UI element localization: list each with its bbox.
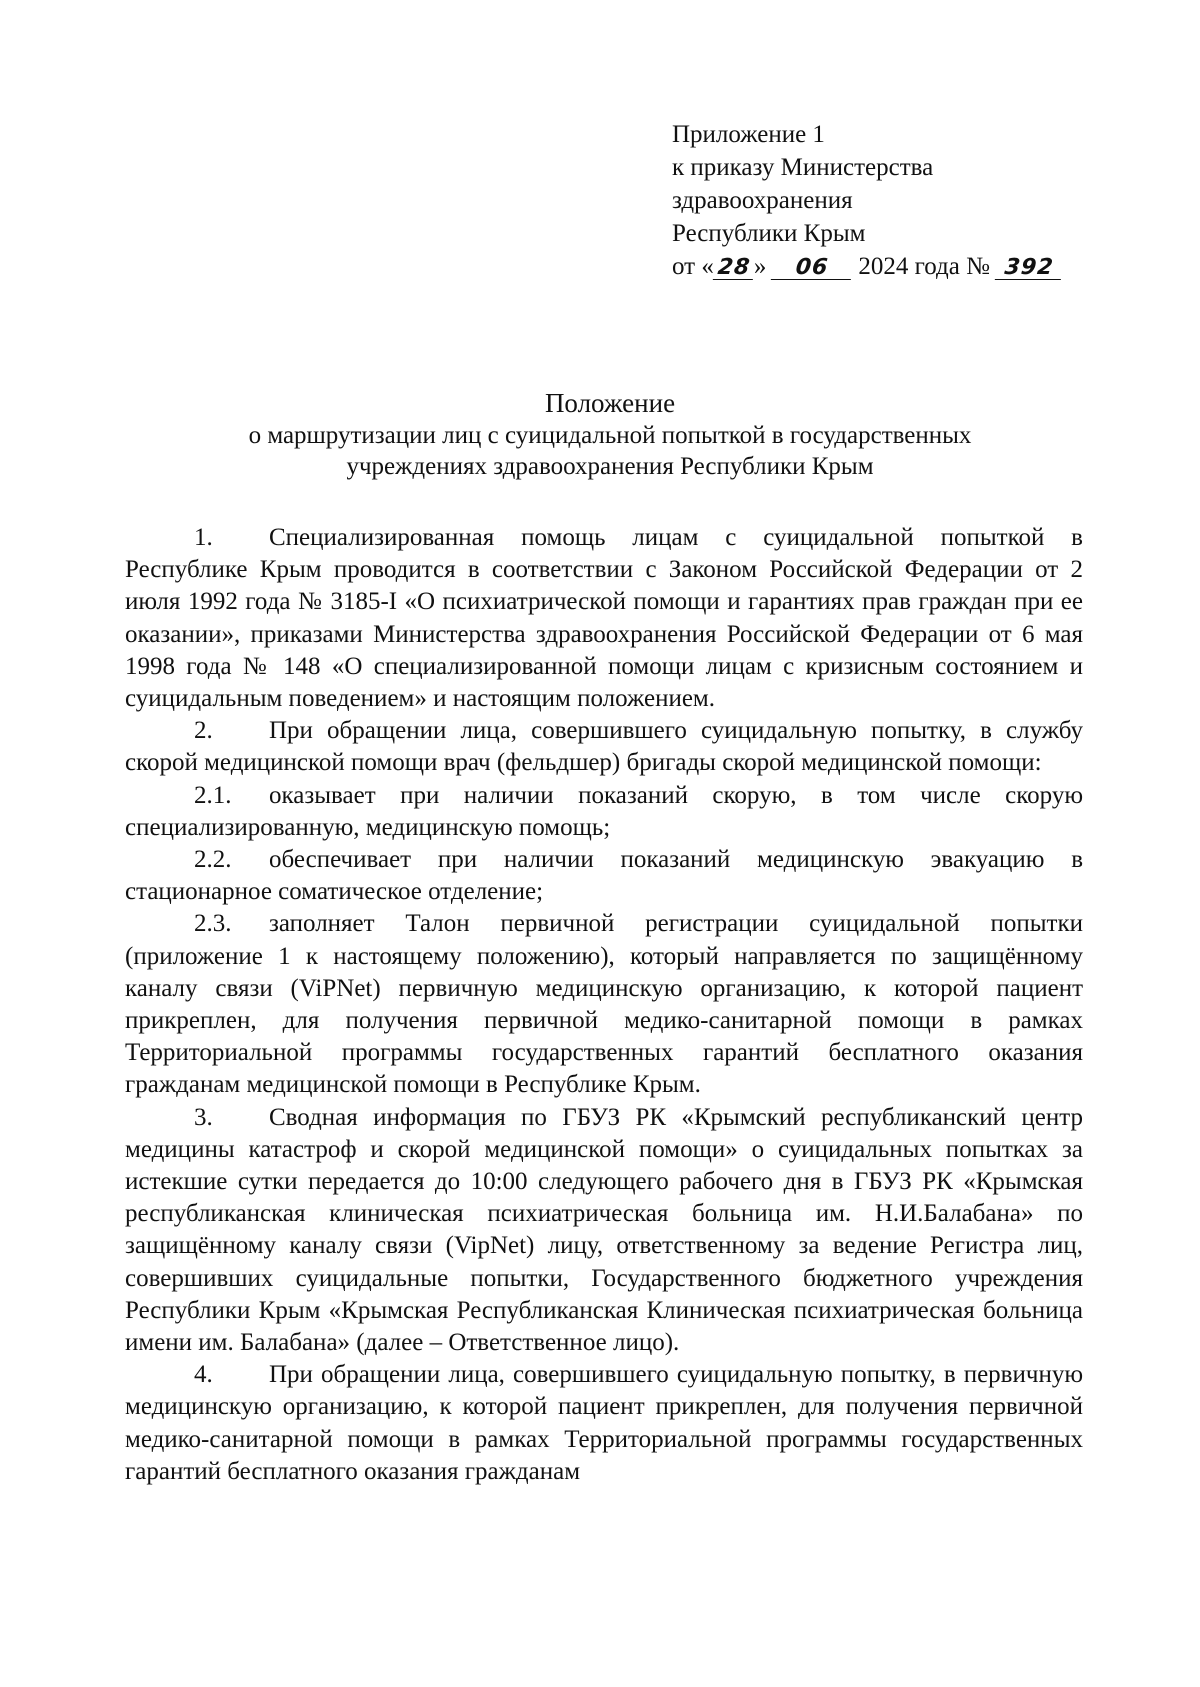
paragraph-text: Сводная информация по ГБУЗ РК «Крымский республиканский центр медицины катастроф и скорой медицинской помощи» о суицидальных попытках за истекшие сутки передается до 10:00 следующего рабочего дня в ГБУЗ РК «Крымская республиканская клиническая психиатрическая больница им. Н.И.Балабана» по защищённому каналу связи (VipNet) лицу, ответственному за ведение Регистра лиц, совершивших суицидальные попытки, Государственного бюджетного учреждения Республики Крым «Крымская Республиканская Клиническая психиатрическая больница имени им. Балабана» (далее – Ответственное лицо). <box>125 1103 1083 1357</box>
paragraph <box>125 908 1083 1101</box>
paragraph-number: 4. <box>194 1361 213 1389</box>
order-date-line <box>672 250 1062 283</box>
document-subtitle-line: о маршрутизации лиц с суицидальной попыткой в государственных <box>248 422 972 449</box>
paragraph-text: обеспечивает при наличии показаний медицинскую эвакуацию в стационарное соматическое отделение; <box>125 846 1083 906</box>
document-subtitle-line: учреждениях здравоохранения Республики Крым <box>346 453 874 480</box>
paragraph-text: заполняет Талон первичной регистрации суицидальной попытки (приложение 1 к настоящему положению), который направляется по защищённому каналу связи (ViPNet) первичную медицинскую организацию, к которой пациент прикреплен, для получения первичной медико-санитарной помощи в рамках Территориальной программы государственных гарантий бесплатного оказания гражданам медицинской помощи в Республике Крым. <box>125 910 1083 1099</box>
paragraph <box>125 1359 1083 1488</box>
paragraph <box>125 522 1083 715</box>
appendix-line: Приложение 1 <box>672 121 825 148</box>
handwritten-day: 28 <box>713 257 755 280</box>
paragraph-number: 1. <box>194 524 213 551</box>
handwritten-order-number: 392 <box>995 257 1063 280</box>
paragraph-number: 2.1. <box>194 781 232 809</box>
paragraph-number: 3. <box>194 1103 213 1131</box>
paragraph <box>125 715 1083 779</box>
handwritten-month: 06 <box>771 257 853 280</box>
paragraph <box>125 1102 1083 1360</box>
paragraph-text: При обращении лица, совершившего суицидальную попытку, в службу скорой медицинской помощи врач (фельдшер) бригады скорой медицинской помощи: <box>125 717 1083 777</box>
appendix-header <box>672 118 1062 283</box>
appendix-line: Республики Крым <box>672 220 866 247</box>
paragraph <box>125 780 1083 844</box>
paragraph <box>125 844 1083 908</box>
appendix-line: к приказу Министерства <box>672 154 934 181</box>
document-title: Положение <box>544 388 676 418</box>
document-title-block <box>130 386 1090 482</box>
appendix-line: здравоохранения <box>672 187 853 214</box>
document-body <box>125 522 1083 1488</box>
paragraph-text: Специализированная помощь лицам с суицидальной попыткой в Республике Крым проводится в соответствии с Законом Российской Федерации от 2 июля 1992 года № 3185-I «О психиатрической помощи и гарантиях прав граждан при ее оказании», приказами Министерства здравоохранения Российской Федерации от 6 мая 1998 года № 148 «О специализированной помощи лицам с кризисным состоянием и суицидальным поведением» и настоящим положением. <box>125 524 1083 713</box>
date-year-text: 2024 года № <box>858 253 990 280</box>
date-prefix: от « <box>672 253 714 280</box>
paragraph-number: 2.3. <box>194 910 232 938</box>
paragraph-number: 2. <box>194 717 213 745</box>
date-quote-close: » <box>753 253 767 280</box>
paragraph-text: При обращении лица, совершившего суицидальную попытку, в первичную медицинскую организацию, к которой пациент прикреплен, для получения первичной медико-санитарной помощи в рамках Территориальной программы государственных гарантий бесплатного оказания гражданам <box>125 1361 1083 1485</box>
paragraph-number: 2.2. <box>194 846 232 874</box>
paragraph-text: оказывает при наличии показаний скорую, в том числе скорую специализированную, медицинскую помощь; <box>125 781 1083 841</box>
